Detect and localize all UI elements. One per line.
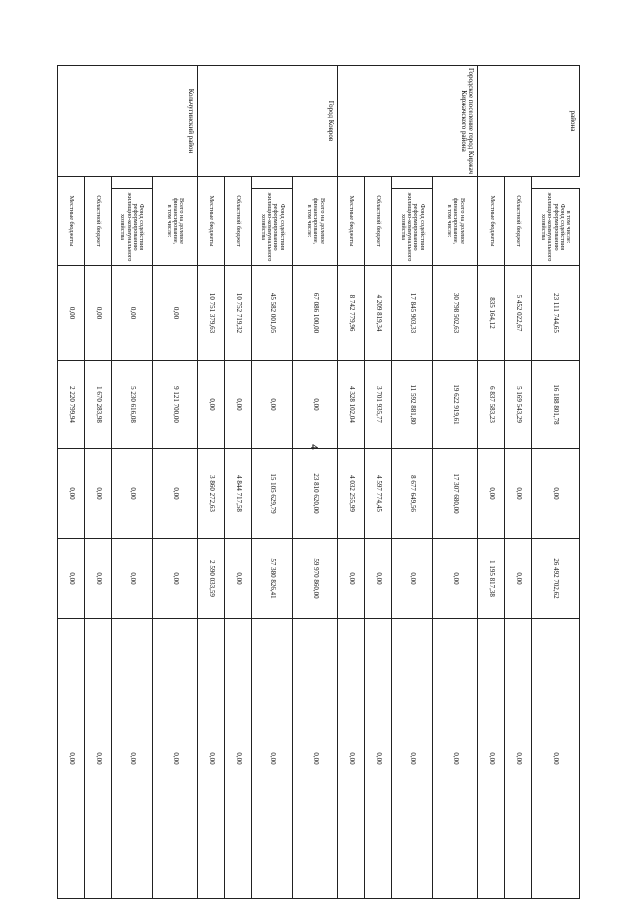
amount-cell: 23 810 620,00 <box>292 449 337 539</box>
amount-cell: 0,00 <box>365 539 392 619</box>
amount-cell: 23 111 744,65 <box>532 266 580 361</box>
table-row <box>392 66 433 899</box>
table-row <box>505 66 532 899</box>
municipality-cell: района <box>478 66 580 177</box>
amount-cell: 0,00 <box>111 449 152 539</box>
amount-cell: 0,00 <box>225 361 252 449</box>
funding-source-cell: Местные бюджеты <box>198 177 225 266</box>
amount-cell: 0,00 <box>198 619 225 899</box>
amount-cell: 0,00 <box>392 619 433 899</box>
amount-cell: 16 188 801,78 <box>532 361 580 449</box>
page-number: 4 <box>307 444 320 450</box>
amount-cell: 0,00 <box>84 266 111 361</box>
funding-source-cell: Местные бюджеты <box>338 177 365 266</box>
amount-cell: 4 209 819,34 <box>365 266 392 361</box>
amount-cell: 0,00 <box>58 539 85 619</box>
amount-cell: 0,00 <box>251 361 292 449</box>
table-row <box>152 66 197 899</box>
amount-cell: 0,00 <box>58 266 85 361</box>
funding-source-cell: Фонд содействия реформированию жилищно-коммунального хозяйства <box>111 189 152 266</box>
municipality-cell: Городское поселение город Киржач Киржачского района <box>338 66 478 177</box>
amount-cell: 0,00 <box>225 539 252 619</box>
funding-source-cell: Областной бюджет <box>84 177 111 266</box>
amount-cell: 0,00 <box>433 619 478 899</box>
amount-cell: 0,00 <box>152 619 197 899</box>
amount-cell: 4 032 255,99 <box>338 449 365 539</box>
table-row <box>84 66 111 899</box>
amount-cell: 8 677 649,56 <box>392 449 433 539</box>
amount-cell: 9 121 700,00 <box>152 361 197 449</box>
table-row <box>111 66 152 899</box>
amount-cell: 17 307 680,00 <box>433 449 478 539</box>
table-row <box>433 66 478 899</box>
amount-cell: 11 592 881,80 <box>392 361 433 449</box>
amount-cell: 0,00 <box>478 619 505 899</box>
funding-source-cell: Областной бюджет <box>365 177 392 266</box>
table-row <box>251 66 292 899</box>
amount-cell: 1 670 283,98 <box>84 361 111 449</box>
amount-cell: 0,00 <box>532 449 580 539</box>
funding-source-cell: Фонд содействия реформированию жилищно-коммунального хозяйства <box>251 189 292 266</box>
amount-cell: 0,00 <box>111 619 152 899</box>
amount-cell: 0,00 <box>532 619 580 899</box>
amount-cell: 0,00 <box>392 539 433 619</box>
financing-table <box>57 65 580 898</box>
funding-source-cell: в том числе: Фонд содействия реформированию жилищно-коммунального хозяйства <box>532 189 580 266</box>
amount-cell: 2 220 799,94 <box>58 361 85 449</box>
table-row <box>478 66 505 899</box>
amount-cell: 67 086 100,00 <box>292 266 337 361</box>
amount-cell: 0,00 <box>198 361 225 449</box>
amount-cell: 2 590 033,59 <box>198 539 225 619</box>
amount-cell: 6 837 583,23 <box>478 361 505 449</box>
amount-cell: 10 752 719,32 <box>225 266 252 361</box>
amount-cell: 0,00 <box>225 619 252 899</box>
amount-cell: 5 169 543,29 <box>505 361 532 449</box>
amount-cell: 1 195 817,38 <box>478 539 505 619</box>
amount-cell: 0,00 <box>505 619 532 899</box>
table-row <box>532 66 580 899</box>
indent-spacer <box>392 177 433 189</box>
amount-cell: 15 105 629,79 <box>251 449 292 539</box>
indent-spacer <box>111 177 152 189</box>
table-row <box>365 66 392 899</box>
amount-cell: 30 798 502,63 <box>433 266 478 361</box>
amount-cell: 835 164,12 <box>478 266 505 361</box>
municipality-cell: Город Ковров <box>198 66 338 177</box>
indent-spacer <box>251 177 292 189</box>
amount-cell: 0,00 <box>84 449 111 539</box>
amount-cell: 0,00 <box>58 449 85 539</box>
amount-cell: 0,00 <box>292 361 337 449</box>
funding-source-cell: Местные бюджеты <box>58 177 85 266</box>
amount-cell: 0,00 <box>111 539 152 619</box>
table-row <box>198 66 225 899</box>
financing-table-grid <box>57 65 580 899</box>
amount-cell: 19 622 919,61 <box>433 361 478 449</box>
amount-cell: 0,00 <box>478 449 505 539</box>
amount-cell: 0,00 <box>365 619 392 899</box>
amount-cell: 5 452 022,67 <box>505 266 532 361</box>
amount-cell: 45 582 001,05 <box>251 266 292 361</box>
amount-cell: 59 970 860,00 <box>292 539 337 619</box>
amount-cell: 57 380 826,41 <box>251 539 292 619</box>
amount-cell: 0,00 <box>152 539 197 619</box>
amount-cell: 17 845 903,33 <box>392 266 433 361</box>
amount-cell: 0,00 <box>338 539 365 619</box>
amount-cell: 3 701 935,77 <box>365 361 392 449</box>
funding-source-cell: Областной бюджет <box>505 177 532 266</box>
table-row <box>58 66 85 899</box>
funding-source-cell: Областной бюджет <box>225 177 252 266</box>
amount-cell: 26 492 702,62 <box>532 539 580 619</box>
funding-source-cell: Местные бюджеты <box>478 177 505 266</box>
amount-cell: 4 328 102,04 <box>338 361 365 449</box>
amount-cell: 5 230 616,08 <box>111 361 152 449</box>
funding-source-cell: Всего на долевое финансирование, в том числе: <box>292 177 337 266</box>
amount-cell: 0,00 <box>292 619 337 899</box>
amount-cell: 0,00 <box>84 619 111 899</box>
amount-cell: 4 844 717,58 <box>225 449 252 539</box>
amount-cell: 0,00 <box>433 539 478 619</box>
amount-cell: 0,00 <box>338 619 365 899</box>
funding-source-cell: Всего на долевое финансирование, в том числе: <box>433 177 478 266</box>
amount-cell: 8 742 779,96 <box>338 266 365 361</box>
table-row <box>225 66 252 899</box>
funding-source-cell: Всего на долевое финансирование, в том числе: <box>152 177 197 266</box>
amount-cell: 0,00 <box>152 449 197 539</box>
amount-cell: 0,00 <box>84 539 111 619</box>
amount-cell: 0,00 <box>152 266 197 361</box>
amount-cell: 0,00 <box>505 539 532 619</box>
amount-cell: 10 751 379,63 <box>198 266 225 361</box>
amount-cell: 4 597 774,45 <box>365 449 392 539</box>
municipality-cell: Кольчугинский район <box>58 66 198 177</box>
funding-source-cell: Фонд содействия реформированию жилищно-коммунального хозяйства <box>392 189 433 266</box>
indent-spacer <box>532 177 580 189</box>
amount-cell: 0,00 <box>505 449 532 539</box>
amount-cell: 0,00 <box>111 266 152 361</box>
amount-cell: 0,00 <box>251 619 292 899</box>
table-row <box>292 66 337 899</box>
amount-cell: 0,00 <box>58 619 85 899</box>
amount-cell: 3 860 272,63 <box>198 449 225 539</box>
table-row <box>338 66 365 899</box>
